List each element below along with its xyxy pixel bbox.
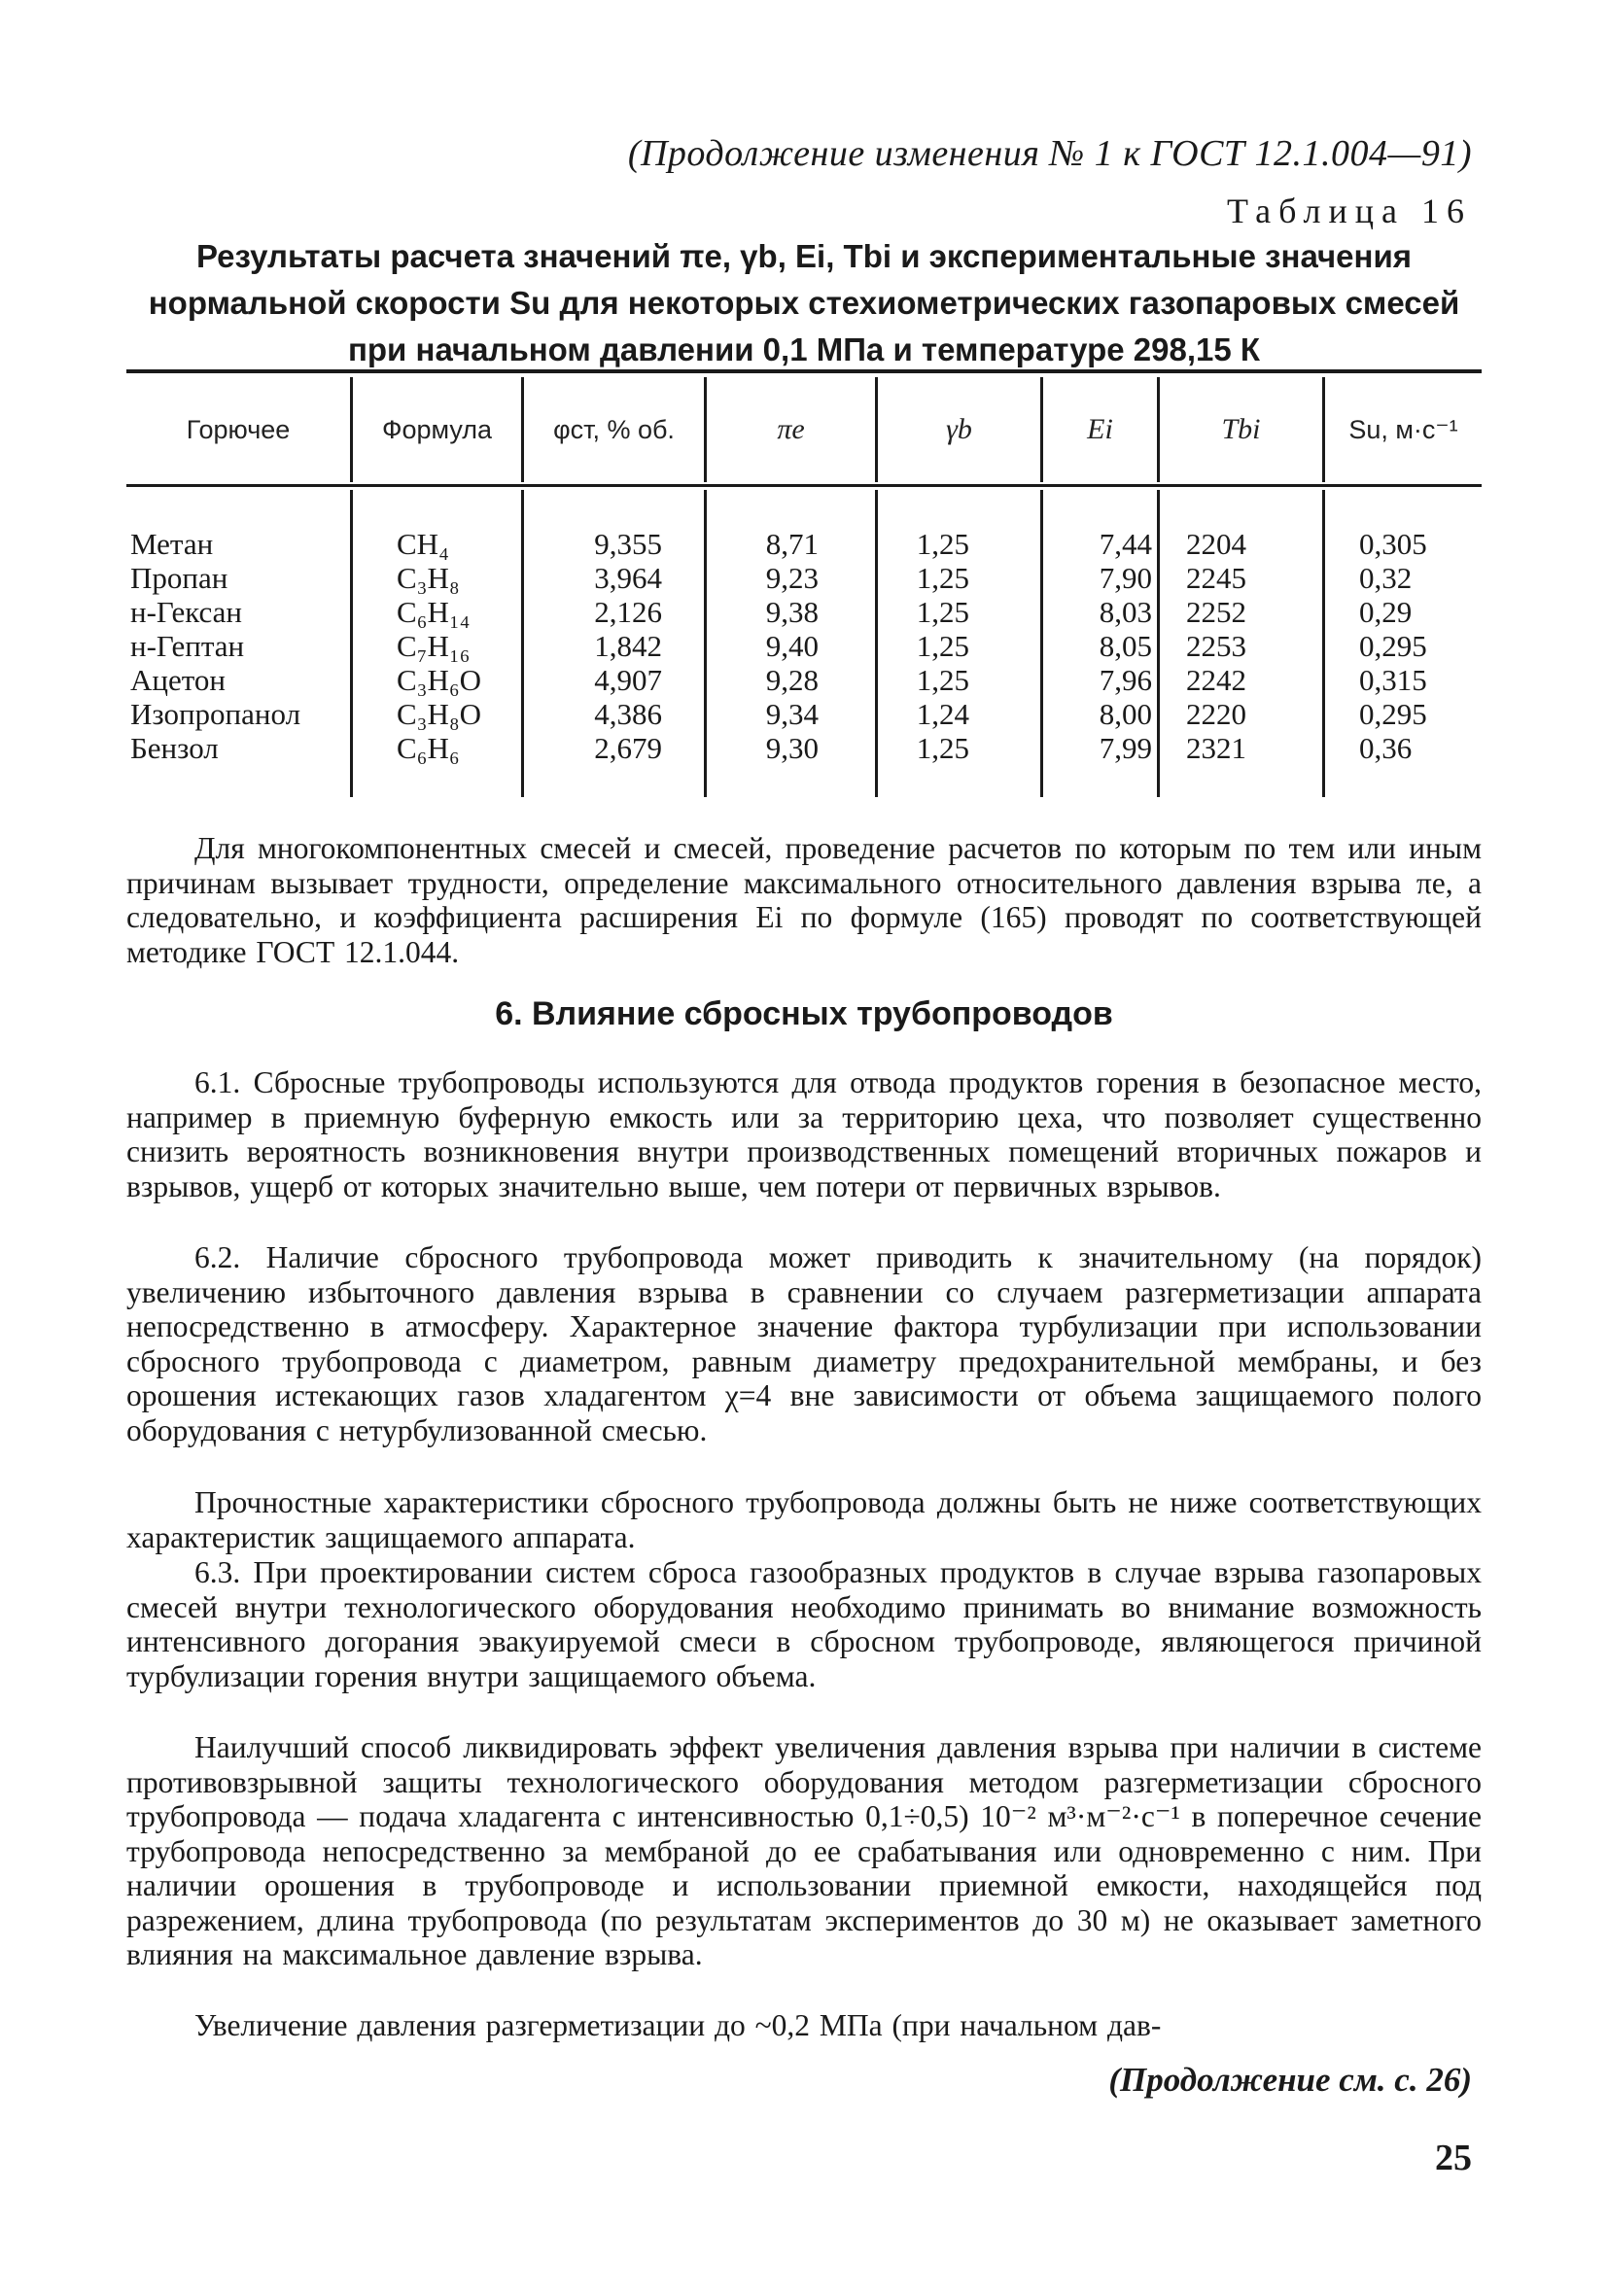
- cell-fuel: н-Гептан: [130, 629, 245, 663]
- cell-phi: 3,964: [594, 561, 662, 595]
- header-gamma-b: γb: [946, 413, 972, 445]
- cell-phi: 4,907: [594, 663, 662, 697]
- cell-phi: 2,126: [594, 595, 662, 629]
- cell-t-bi: 2321: [1186, 731, 1246, 765]
- cell-fuel: Ацетон: [130, 663, 226, 697]
- cell-e-i: 7,44: [1099, 527, 1152, 561]
- table-label: Таблица 16: [1227, 191, 1472, 230]
- cell-e-i: 8,05: [1099, 629, 1152, 663]
- table-vline: [1157, 490, 1160, 797]
- table-caption: Результаты расчета значений πe, γb, Ei, Tbi и экспериментальные значения нормальной скорости Su для некоторых стехиометрических газопаровых смесей при начальном давлении 0,1 МПа и температуре 298,15 К: [148, 238, 1460, 367]
- cell-e-i: 7,90: [1099, 561, 1152, 595]
- cell-fuel: н-Гексан: [130, 595, 243, 629]
- cell-t-bi: 2253: [1186, 629, 1246, 663]
- cell-fuel: Пропан: [130, 561, 228, 595]
- continuation-footer: (Продолжение см. с. 26): [1108, 2061, 1472, 2099]
- header-s-u: Su, м·с⁻¹: [1348, 414, 1458, 444]
- paragraph-strength: Прочностные характеристики сбросного трубопровода должны быть не ниже соответствующих характеристик защищаемого аппарата.: [126, 1485, 1482, 1554]
- section-title: 6. Влияние сбросных трубопроводов: [495, 995, 1113, 1032]
- page-number: 25: [1435, 2138, 1472, 2178]
- cell-gamma-b: 1,25: [916, 629, 969, 663]
- cell-t-bi: 2220: [1186, 697, 1246, 731]
- paragraph-6-2: 6.2. Наличие сбросного трубопровода может приводить к значительному (на порядок) увеличению избыточного давления взрыва в сравнении со случаем разгерметизации аппарата непосредственно в атмосферу. Характерное значение фактора турбулизации при использовании сбросного трубопровода с диаметром, равным диаметру предохранительной мембраны, и без орошения истекающих газов хладагентом χ=4 вне зависимости от объема защищаемого полого оборудования с нетурбулизованной смесью.: [126, 1240, 1482, 1447]
- cell-pi-e: 9,23: [765, 561, 819, 595]
- cell-e-i: 8,00: [1099, 697, 1152, 731]
- cell-gamma-b: 1,25: [916, 663, 969, 697]
- cell-phi: 1,842: [594, 629, 662, 663]
- header-phi: φст, % об.: [553, 414, 675, 444]
- column-pi-e: [707, 527, 819, 765]
- column-formula: [397, 527, 519, 765]
- cell-pi-e: 9,40: [765, 629, 819, 663]
- cell-s-u: 0,36: [1359, 731, 1413, 765]
- cell-pi-e: 9,38: [765, 595, 819, 629]
- table-header-rule: [126, 484, 1482, 487]
- cell-e-i: 8,03: [1099, 595, 1152, 629]
- cell-s-u: 0,295: [1359, 629, 1427, 663]
- cell-pi-e: 9,28: [765, 663, 819, 697]
- cell-gamma-b: 1,25: [916, 527, 969, 561]
- results-table: [126, 369, 1482, 797]
- column-s-u: [1359, 527, 1476, 765]
- column-fuel: [130, 527, 348, 765]
- header-pi-e: πe: [777, 413, 805, 445]
- header-e-i: Ei: [1087, 413, 1113, 445]
- table-vline: [1322, 490, 1325, 797]
- paragraph-6-3: 6.3. При проектировании систем сброса газообразных продуктов в случае взрыва газопаровых смесей внутри технологического оборудования необходимо принимать во внимание возможность интенсивного догорания эвакуируемой смеси в сбросном трубопроводе, являющегося причиной турбулизации горения внутри защищаемого объема.: [126, 1555, 1482, 1693]
- cell-formula: CH₄: [397, 527, 449, 561]
- cell-t-bi: 2242: [1186, 663, 1246, 697]
- cell-phi: 9,355: [594, 527, 662, 561]
- paragraph-multicomponent: Для многокомпонентных смесей и смесей, проведение расчетов по которым по тем или иным причинам вызывает трудности, определение максимального относительного давления взрыва πe, а следовательно, и коэффициента расширения Ei по формуле (165) проводят по соответствующей методике ГОСТ 12.1.044.: [126, 831, 1482, 969]
- cell-gamma-b: 1,24: [916, 697, 969, 731]
- paragraph-best-method: Наилучший способ ликвидировать эффект увеличения давления взрыва при наличии в системе противовзрывной защиты технологического оборудования методом разгерметизации сбросного трубопровода — подача хладагента с интенсивностью 0,1÷0,5) 10⁻² м³·м⁻²·с⁻¹ в поперечное сечение трубопровода непосредственно за мембраной до ее срабатывания или одновременно с ним. При наличии орошения в трубопроводе и использовании приемной емкости, находящейся под разрежением, длина трубопровода (по результатам экспериментов до 30 м) не оказывает заметного влияния на максимальное давление взрыва.: [126, 1730, 1482, 1971]
- cell-t-bi: 2252: [1186, 595, 1246, 629]
- cell-formula: C₇H₁₆: [397, 629, 471, 663]
- cell-gamma-b: 1,25: [916, 731, 969, 765]
- header-formula: Формула: [381, 414, 493, 444]
- paragraph-pressure-increase: Увеличение давления разгерметизации до ~0,2 МПа (при начальном дав-: [194, 2008, 1162, 2042]
- cell-gamma-b: 1,25: [916, 561, 969, 595]
- table-top-rule: [126, 369, 1482, 373]
- header-t-bi: Tbi: [1221, 413, 1261, 445]
- cell-s-u: 0,315: [1359, 663, 1427, 697]
- column-gamma-b: [878, 527, 969, 765]
- cell-s-u: 0,29: [1359, 595, 1413, 629]
- cell-fuel: Изопропанол: [130, 697, 301, 731]
- cell-formula: C₃H₆O: [397, 663, 482, 697]
- cell-e-i: 7,99: [1099, 731, 1152, 765]
- cell-pi-e: 9,30: [765, 731, 819, 765]
- paragraph-6-1: 6.1. Сбросные трубопроводы используются для отвода продуктов горения в безопасное место, например в приемную буферную емкость или за территорию цеха, что позволяет существенно снизить вероятность возникновения внутри производственных помещений вторичных пожаров и взрывов, ущерб от которых значительно выше, чем потери от первичных взрывов.: [126, 1065, 1482, 1203]
- cell-t-bi: 2204: [1186, 527, 1246, 561]
- column-phi: [524, 527, 662, 765]
- cell-formula: C₃H₈O: [397, 697, 482, 731]
- cell-s-u: 0,295: [1359, 697, 1427, 731]
- cell-formula: C₃H₈: [397, 561, 460, 595]
- cell-formula: C₆H₆: [397, 731, 460, 765]
- table-vline: [350, 490, 353, 797]
- cell-s-u: 0,32: [1359, 561, 1413, 595]
- continuation-header: (Продолжение изменения № 1 к ГОСТ 12.1.004—91): [627, 133, 1472, 174]
- column-t-bi: [1186, 527, 1303, 765]
- column-e-i: [1043, 527, 1152, 765]
- cell-formula: C₆H₁₄: [397, 595, 471, 629]
- cell-s-u: 0,305: [1359, 527, 1427, 561]
- cell-phi: 4,386: [594, 697, 662, 731]
- cell-gamma-b: 1,25: [916, 595, 969, 629]
- cell-pi-e: 9,34: [765, 697, 819, 731]
- cell-pi-e: 8,71: [765, 527, 819, 561]
- header-fuel: Горючее: [186, 414, 291, 444]
- cell-fuel: Бензол: [130, 731, 219, 765]
- cell-t-bi: 2245: [1186, 561, 1246, 595]
- cell-fuel: Метан: [130, 527, 214, 561]
- cell-e-i: 7,96: [1099, 663, 1152, 697]
- cell-phi: 2,679: [594, 731, 662, 765]
